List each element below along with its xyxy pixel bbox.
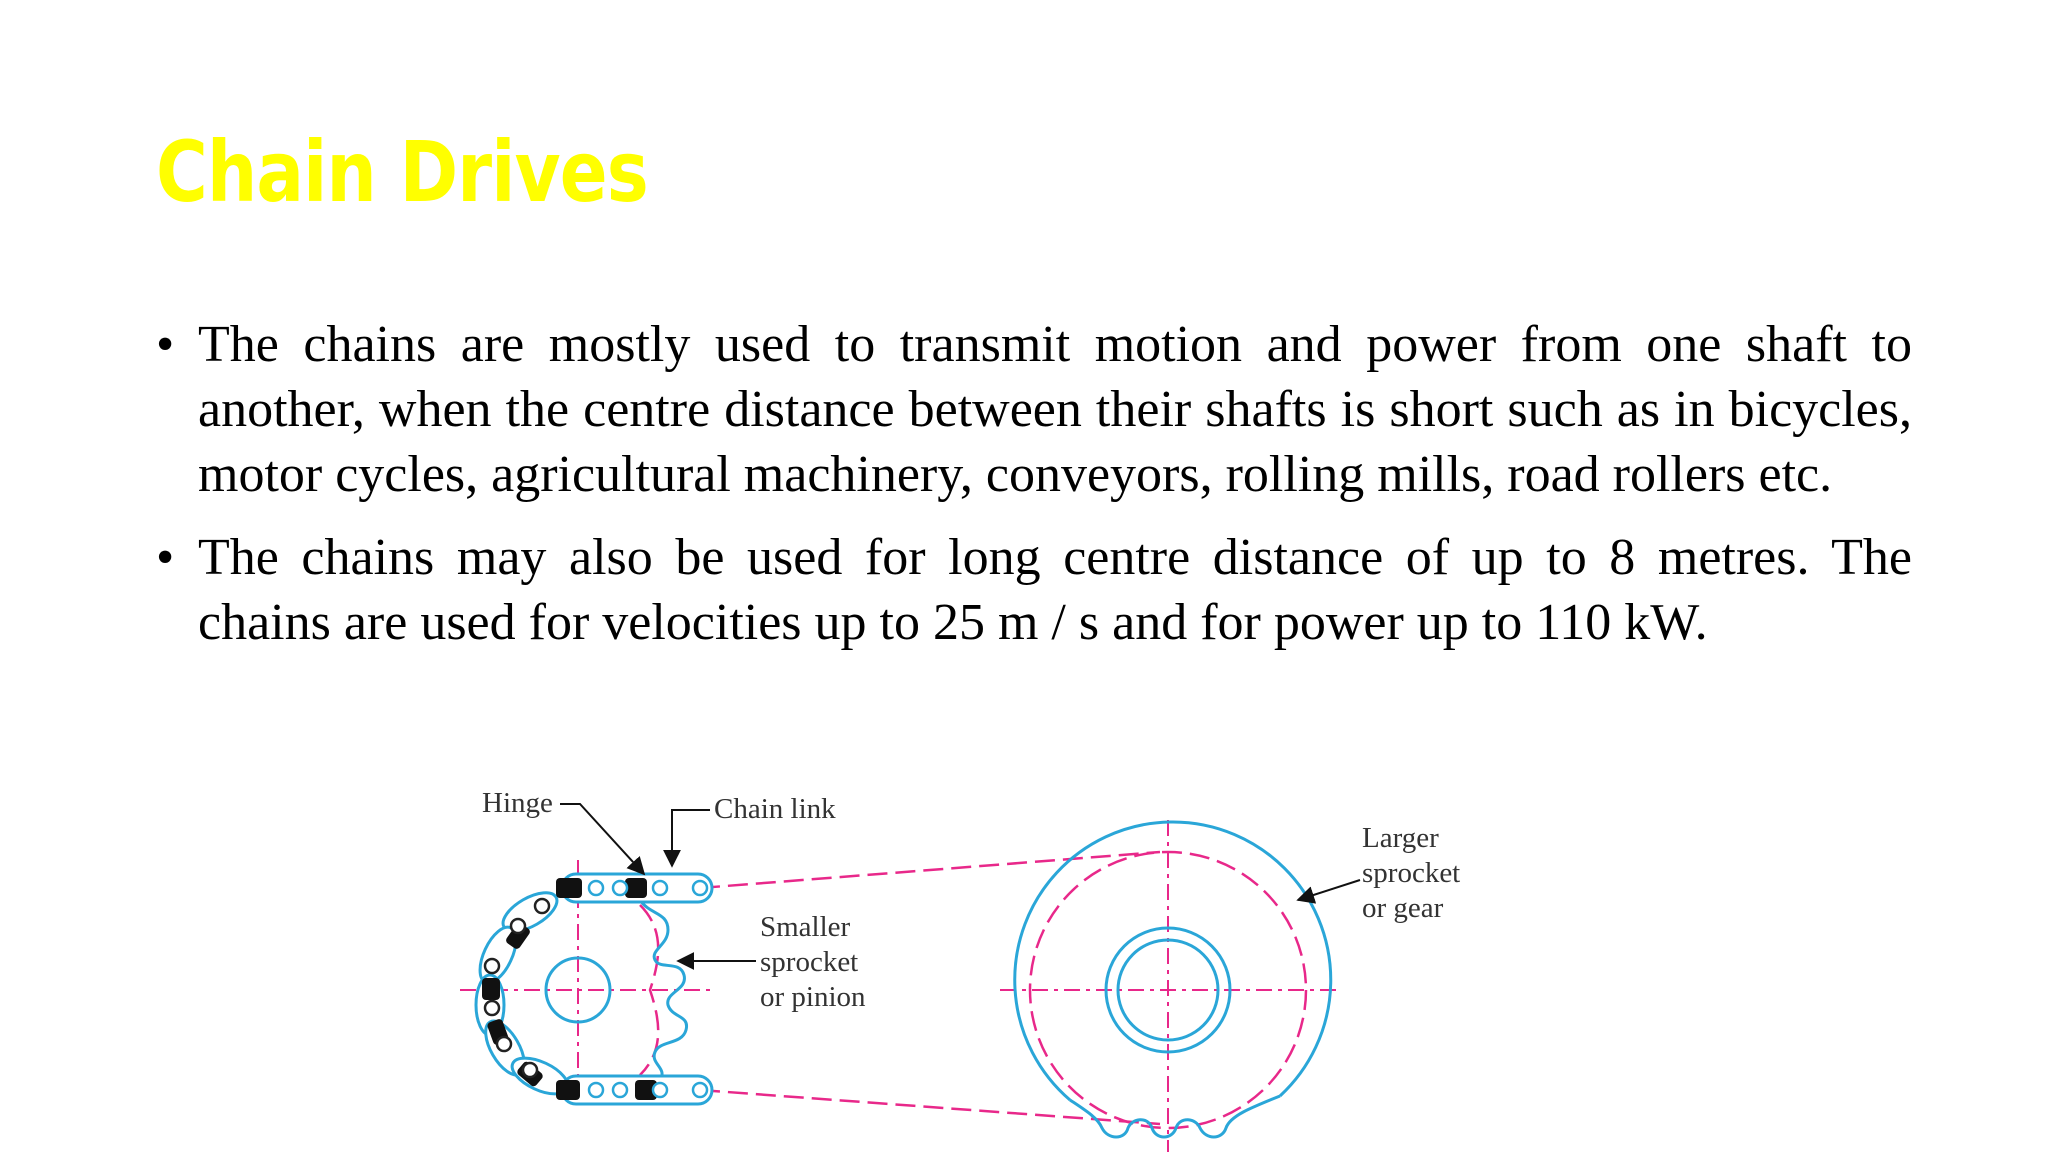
label-larger-sprocket-2: sprocket: [1362, 857, 1461, 889]
label-larger-sprocket-1: Larger: [1362, 822, 1439, 854]
bullet-item: [156, 525, 1912, 655]
larger-sprocket: [1015, 822, 1331, 1137]
label-smaller-sprocket-1: Smaller: [760, 911, 851, 943]
slide-title: Chain Drives: [156, 123, 648, 221]
bullet-item: [156, 312, 1912, 507]
chain-drive-diagram: [440, 774, 1580, 1152]
bullet-text: The chains may also be used for long centre distance of up to 8 metres. The chains are used for velocities up to 25 m / s and for power up to 110 kW.: [198, 529, 1912, 651]
bullet-dot-icon: •: [156, 316, 175, 373]
label-larger-sprocket-3: or gear: [1362, 892, 1444, 924]
label-chain-link: Chain link: [714, 793, 836, 825]
label-smaller-sprocket-2: sprocket: [760, 946, 859, 978]
bullet-list: [156, 312, 1912, 673]
label-smaller-sprocket-3: or pinion: [760, 981, 866, 1013]
bullet-text: The chains are mostly used to transmit motion and power from one shaft to another, when the centre distance between their shafts is short such as in bicycles, motor cycles, agricultural machinery, conveyors, rolling mills, road rollers etc.: [198, 316, 1912, 503]
bullet-dot-icon: •: [156, 529, 175, 586]
label-hinge: Hinge: [482, 787, 553, 819]
